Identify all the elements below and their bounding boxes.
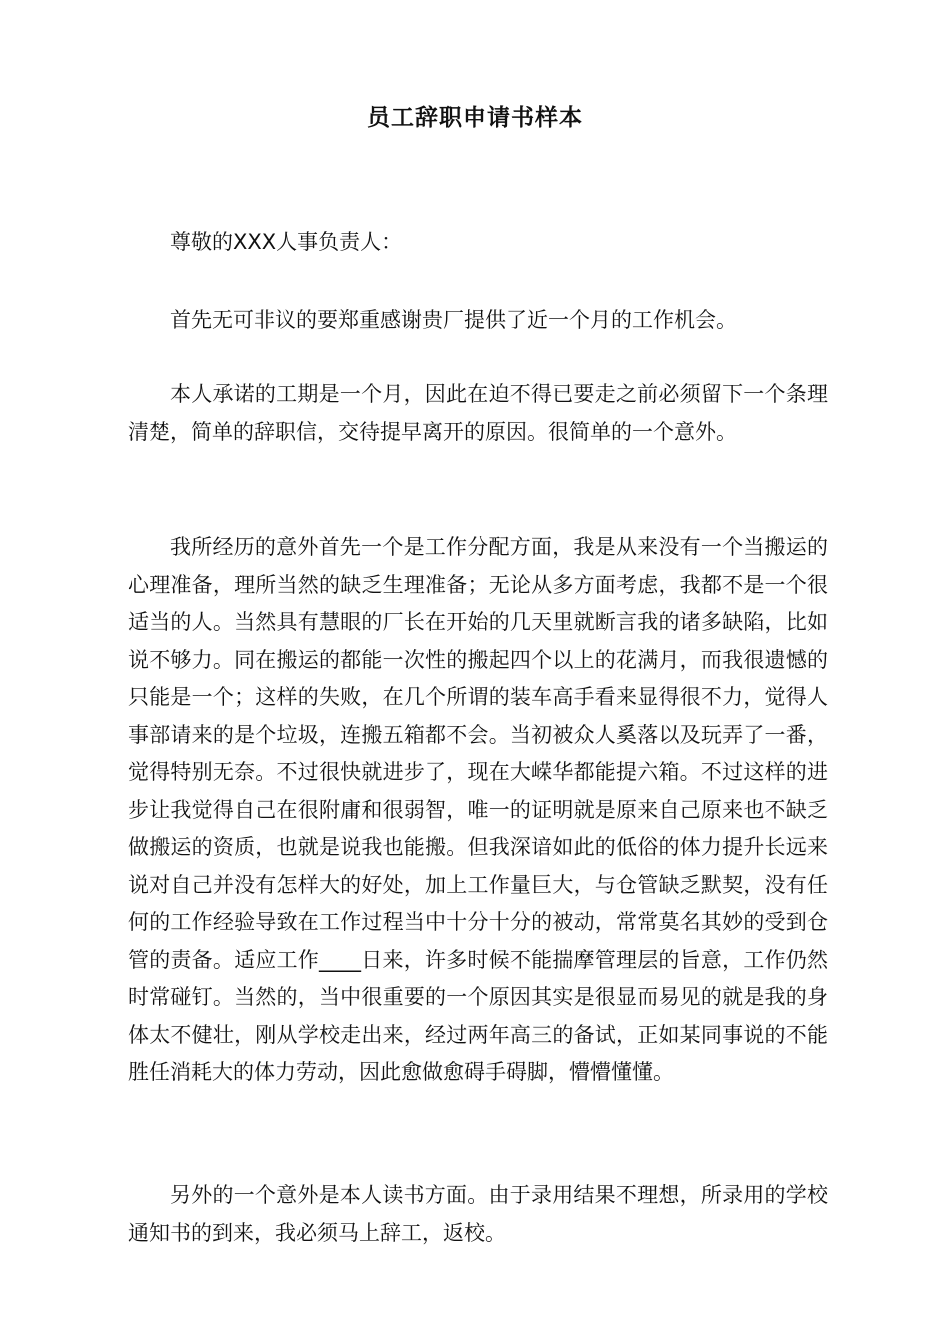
body-paragraph-work-experience: 我所经历的意外首先一个是工作分配方面，我是从来没有一个当搬运的心理准备，理所当然的缺乏生理准备；无论从多方面考虑，我都不是一个很适当的人。当然具有慧眼的厂长在开始的几天里就断言我的诸多缺陷，比如说不够力。同在搬运的都能一次性的搬起四个以上的花满月，而我很遗憾的只能是一个；这样的失败，在几个所谓的装车高手看来显得很不力，觉得人事部请来的是个垃圾，连搬五箱都不会。当初被众人奚落以及玩弄了一番，觉得特别无奈。不过很快就进步了，现在大嵘华都能提六箱。不过这样的进步让我觉得自己在很附庸和很弱智，唯一的证明就是原来自己原来也不缺乏做搬运的资质，也就是说我也能搬。但我深谙如此的低俗的体力提升长远来说对自己并没有怎样大的好处，加上工作量巨大，与仓管缺乏默契，没有任何的工作经验导致在工作过程当中十分十分的被动，常常莫名其妙的受到仓管的责备。适应工作____日来，许多时候不能揣摩管理层的旨意，工作仍然时常碰钉。当然的，当中很重要的一个原因其实是很显而易见的就是我的身体太不健壮，刚从学校走出来，经过两年高三的备试，正如某同事说的不能胜任消耗大的体力劳动，因此愈做愈碍手碍脚，懵懵懂懂。	[128, 535, 828, 1084]
document-title: 员工辞职申请书样本	[367, 105, 583, 131]
body-paragraph-study: 另外的一个意外是本人读书方面。由于录用结果不理想，所录用的学校通知书的到来，我必须马上辞工，返校。	[128, 1183, 828, 1245]
salutation-paragraph: 尊敬的XXX人事负责人：	[170, 230, 403, 254]
body-paragraph-reason-intro: 本人承诺的工期是一个月，因此在迫不得已要走之前必须留下一个条理清楚，简单的辞职信，交待提早离开的原因。很简单的一个意外。	[128, 382, 828, 444]
body-paragraph-thanks: 首先无可非议的要郑重感谢贵厂提供了近一个月的工作机会。	[170, 308, 737, 332]
